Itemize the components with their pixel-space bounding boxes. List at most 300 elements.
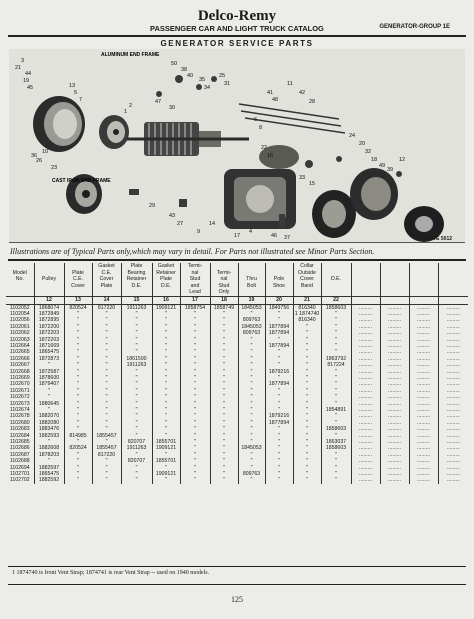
callout-number: 27 — [177, 221, 184, 227]
dotted-blank-cell: ......... — [351, 439, 380, 445]
part-number-cell: 1882080 — [34, 420, 64, 426]
part-number-cell: " — [293, 343, 321, 349]
callout-number: 48 — [272, 97, 279, 103]
part-number-cell: " — [152, 381, 180, 387]
illustration-caption: Illustrations are of Typical Parts only,which may vary in detail. For Parts not illustrated see Minor Parts Section. — [10, 247, 375, 256]
footnote-rule — [8, 566, 466, 567]
part-number-cell: 1849756 — [265, 304, 293, 311]
part-number-cell: " — [265, 349, 293, 355]
dotted-blank-cell: ......... — [351, 426, 380, 432]
dotted-blank-cell: ......... — [351, 324, 380, 330]
part-number-cell: 1872203 — [34, 330, 64, 336]
column-header: Shoe — [265, 283, 293, 290]
part-number-cell: " — [210, 311, 238, 317]
part-number-cell: " — [180, 458, 210, 464]
column-header: D.E. — [321, 276, 351, 283]
dotted-blank-cell: ......... — [409, 407, 438, 413]
blank-column-number — [438, 296, 468, 304]
column-number: 22 — [321, 296, 351, 304]
model-number-cell: 1102668 — [9, 368, 30, 375]
callout-number: 47 — [155, 99, 162, 105]
part-number-cell: " — [210, 349, 238, 355]
cast-iron-end-frame-label: CAST IRON END FRAME — [52, 178, 111, 184]
part-number-cell: " — [180, 426, 210, 432]
part-number-cell: " — [180, 439, 210, 445]
part-number-cell: 1858754 — [180, 304, 210, 311]
dotted-blank-cell: ......... — [351, 413, 380, 419]
part-number-cell: 1909121 — [152, 445, 180, 451]
part-number-cell: " — [34, 407, 64, 413]
column-header: C.E. — [64, 276, 92, 283]
dotted-blank-cell: ......... — [438, 420, 468, 426]
dotted-blank-cell: ......... — [438, 369, 468, 375]
part-number-cell: " — [121, 369, 152, 375]
callout-number: 10 — [42, 149, 49, 155]
part-number-cell: " — [321, 317, 351, 323]
part-number-cell: " — [152, 433, 180, 439]
part-number-cell: " — [152, 388, 180, 394]
model-number-cell: 1102666 — [9, 355, 30, 362]
part-number-cell: " — [64, 362, 92, 368]
model-number-cell: 1102673 — [9, 400, 30, 407]
part-number-cell: 1858603 — [321, 426, 351, 432]
part-number-cell: 1871669 — [34, 343, 64, 349]
dotted-blank-cell: ......... — [380, 452, 409, 458]
model-number-cell: 1102667 — [9, 362, 30, 369]
callout-number: 21 — [15, 65, 22, 71]
part-number-cell: " — [293, 477, 321, 483]
dotted-blank-cell: ......... — [438, 426, 468, 432]
part-number-cell: " — [210, 394, 238, 400]
dotted-blank-cell: ......... — [409, 458, 438, 464]
dotted-blank-cell: ......... — [351, 311, 380, 317]
group-label: GENERATOR-GROUP 1E — [379, 24, 450, 30]
part-number-cell: " — [121, 433, 152, 439]
part-number-cell: 817224 — [321, 362, 351, 368]
part-number-cell: " — [293, 337, 321, 343]
part-number-cell: " — [238, 311, 265, 317]
part-number-cell: " — [180, 420, 210, 426]
callout-number: 11 — [287, 81, 293, 87]
part-number-cell: " — [321, 337, 351, 343]
part-number-cell: " — [210, 375, 238, 381]
part-number-cell: " — [180, 343, 210, 349]
blank-column-number — [351, 296, 380, 304]
part-number-cell: " — [92, 394, 121, 400]
part-number-cell: " — [321, 452, 351, 458]
callout-number: 36 — [31, 153, 38, 159]
dotted-blank-cell: ......... — [438, 381, 468, 387]
part-number-cell: " — [293, 471, 321, 477]
part-number-cell: " — [180, 407, 210, 413]
part-number-cell: " — [210, 413, 238, 419]
part-number-cell: 1879407 — [34, 381, 64, 387]
callout-number: 5 — [74, 90, 78, 96]
part-number-cell: 1865475 — [34, 471, 64, 477]
part-number-cell: " — [152, 324, 180, 330]
part-number-cell: " — [152, 343, 180, 349]
page-number: 125 — [231, 595, 243, 604]
part-number-cell: " — [64, 401, 92, 407]
part-number-cell: " — [92, 465, 121, 471]
column-header: Cover — [92, 276, 121, 283]
dotted-blank-cell: ......... — [380, 349, 409, 355]
callout-number: 3 — [21, 58, 25, 64]
part-number-cell: " — [293, 401, 321, 407]
callout-number: 4 — [249, 229, 253, 235]
part-number-cell: " — [121, 388, 152, 394]
part-number-cell: " — [265, 311, 293, 317]
part-number-cell: " — [210, 317, 238, 323]
part-number-cell: " — [293, 369, 321, 375]
part-number-cell: " — [265, 477, 293, 483]
part-number-cell: " — [180, 375, 210, 381]
part-number-cell: 1863792 — [321, 356, 351, 362]
part-number-cell: " — [121, 375, 152, 381]
part-number-cell: " — [293, 381, 321, 387]
part-number-cell: 1872895 — [34, 317, 64, 323]
generator-exploded-diagram — [9, 49, 465, 242]
dotted-blank-cell: ......... — [409, 401, 438, 407]
part-number-cell: " — [92, 324, 121, 330]
part-number-cell: " — [121, 311, 152, 317]
part-number-cell: " — [210, 343, 238, 349]
part-number-cell: " — [238, 458, 265, 464]
part-number-cell: " — [321, 465, 351, 471]
part-number-cell: " — [121, 394, 152, 400]
part-number-cell: " — [64, 407, 92, 413]
part-number-cell: 1877894 — [265, 420, 293, 426]
column-header — [92, 289, 121, 296]
part-number-cell: " — [265, 452, 293, 458]
part-number-cell: 1845053 — [238, 445, 265, 451]
callout-number: 49 — [379, 163, 386, 169]
column-header: D.E. — [152, 283, 180, 290]
dotted-blank-cell: ......... — [438, 324, 468, 330]
part-number-cell: " — [238, 426, 265, 432]
part-number-cell: " — [64, 375, 92, 381]
dotted-blank-cell: ......... — [380, 394, 409, 400]
part-number-cell: " — [121, 426, 152, 432]
part-number-cell: " — [321, 413, 351, 419]
dotted-blank-cell: ......... — [409, 445, 438, 451]
part-number-cell: " — [321, 375, 351, 381]
part-number-cell: " — [238, 394, 265, 400]
model-number-cell: 1102702 — [9, 477, 30, 484]
part-number-cell: 1882593 — [34, 433, 64, 439]
part-number-cell: " — [64, 465, 92, 471]
part-number-cell: " — [92, 369, 121, 375]
plate-number: PLATE 5012 — [423, 236, 452, 242]
part-number-cell: " — [64, 311, 92, 317]
part-number-cell: 1855457 — [92, 445, 121, 451]
blank-column-header — [380, 289, 409, 296]
dotted-blank-cell: ......... — [351, 477, 380, 483]
dotted-blank-cell: ......... — [409, 471, 438, 477]
part-number-cell: " — [293, 324, 321, 330]
dotted-blank-cell: ......... — [380, 343, 409, 349]
part-number-cell: " — [121, 407, 152, 413]
part-number-cell: " — [210, 401, 238, 407]
part-number-cell: " — [265, 465, 293, 471]
callout-number: 1 — [124, 109, 128, 115]
part-number-cell: " — [210, 330, 238, 336]
part-number-cell: " — [92, 317, 121, 323]
dotted-blank-cell: ......... — [409, 369, 438, 375]
part-number-cell: " — [92, 420, 121, 426]
part-number-cell: " — [180, 349, 210, 355]
model-number-cell: 1102685 — [9, 439, 30, 446]
part-number-cell: 1877894 — [265, 381, 293, 387]
callout-number: 7 — [79, 97, 83, 103]
column-header: Bearing — [121, 270, 152, 277]
header-row — [6, 289, 468, 296]
column-header — [121, 289, 152, 296]
part-number-cell: " — [152, 401, 180, 407]
part-number-cell: " — [210, 458, 238, 464]
dotted-blank-cell: ......... — [351, 445, 380, 451]
part-number-cell: " — [321, 311, 351, 317]
part-number-cell: " — [238, 413, 265, 419]
part-number-cell: 1855457 — [92, 433, 121, 439]
callout-number: 6 — [254, 117, 258, 123]
part-number-cell: 1 1874740 — [294, 310, 320, 317]
column-number — [6, 296, 34, 304]
part-number-cell: " — [180, 362, 210, 368]
part-number-cell: " — [92, 413, 121, 419]
dotted-blank-cell: ......... — [438, 458, 468, 464]
dotted-blank-cell: ......... — [351, 330, 380, 336]
callout-number: 44 — [25, 71, 32, 77]
column-header: Cover — [293, 276, 321, 283]
callout-number: 2 — [129, 103, 133, 109]
column-header: Termi- — [180, 263, 210, 270]
part-number-cell: 809763 — [238, 317, 265, 323]
model-number-cell: 1102672 — [9, 394, 30, 401]
part-number-cell: " — [265, 439, 293, 445]
part-number-cell: " — [238, 477, 265, 483]
dotted-blank-cell: ......... — [409, 388, 438, 394]
parts-table — [6, 263, 468, 484]
part-number-cell: " — [210, 445, 238, 451]
part-number-cell: " — [321, 388, 351, 394]
part-number-cell: " — [180, 394, 210, 400]
model-number-cell: 1102669 — [9, 374, 30, 381]
part-number-cell: " — [64, 439, 92, 445]
dotted-blank-cell: ......... — [409, 477, 438, 483]
part-number-cell: 1858603 — [321, 304, 351, 311]
column-header: Plate — [64, 270, 92, 277]
part-number-cell: 1855701 — [152, 458, 180, 464]
part-number-cell: " — [180, 433, 210, 439]
part-number-cell: " — [210, 356, 238, 362]
part-number-cell: " — [210, 381, 238, 387]
part-number-cell: 1865475 — [34, 349, 64, 355]
part-number-cell: " — [293, 407, 321, 413]
dotted-blank-cell: ......... — [438, 349, 468, 355]
dotted-blank-cell: ......... — [380, 362, 409, 368]
dotted-blank-cell: ......... — [409, 394, 438, 400]
part-number-cell: 1872849 — [34, 311, 64, 317]
part-number-cell: " — [34, 439, 64, 445]
column-header: No. — [15, 276, 24, 282]
part-number-cell: 1872587 — [34, 369, 64, 375]
part-number-cell: " — [152, 465, 180, 471]
dotted-blank-cell: ......... — [409, 413, 438, 419]
column-number: 21 — [293, 296, 321, 304]
part-number-cell: 814985 — [64, 433, 92, 439]
part-number-cell: " — [180, 413, 210, 419]
dotted-blank-cell: ......... — [409, 381, 438, 387]
dotted-blank-cell: ......... — [380, 317, 409, 323]
column-number: 13 — [64, 296, 92, 304]
model-number-cell: 1102061 — [9, 323, 30, 330]
callout-number: 39 — [387, 167, 394, 173]
dotted-blank-cell: ......... — [351, 388, 380, 394]
page-bottom-rule — [8, 584, 466, 585]
callout-number: 43 — [169, 213, 176, 219]
part-number-cell: " — [180, 337, 210, 343]
dotted-blank-cell: ......... — [351, 420, 380, 426]
part-number-cell: " — [64, 394, 92, 400]
part-number-cell: " — [64, 420, 92, 426]
part-number-cell: 1855701 — [152, 439, 180, 445]
callout-number: 45 — [27, 85, 34, 91]
part-number-cell: " — [180, 471, 210, 477]
model-number-cell: 1102665 — [9, 349, 30, 356]
dotted-blank-cell: ......... — [438, 311, 468, 317]
dotted-blank-cell: ......... — [380, 413, 409, 419]
column-header: Cover — [64, 283, 92, 290]
dotted-blank-cell: ......... — [409, 317, 438, 323]
exploded-view-illustration — [9, 49, 465, 243]
part-number-cell: " — [265, 471, 293, 477]
part-number-cell: " — [321, 369, 351, 375]
part-number-cell: " — [180, 445, 210, 451]
column-header — [64, 289, 92, 296]
dotted-blank-cell: ......... — [351, 317, 380, 323]
model-number-cell: 1102670 — [9, 381, 30, 388]
part-number-cell: " — [238, 439, 265, 445]
part-number-cell: " — [265, 426, 293, 432]
model-number-cell: 1102686 — [9, 445, 30, 452]
callout-number: 22 — [261, 145, 268, 151]
part-number-cell: " — [321, 471, 351, 477]
part-number-cell: " — [293, 375, 321, 381]
part-number-cell: " — [34, 458, 64, 464]
column-number: 16 — [152, 296, 180, 304]
column-header: Pole — [265, 276, 293, 283]
column-header — [34, 289, 64, 296]
part-number-cell: " — [92, 426, 121, 432]
part-number-cell: " — [152, 330, 180, 336]
part-number-cell: " — [92, 343, 121, 349]
dotted-blank-cell: ......... — [351, 362, 380, 368]
callout-number: 23 — [51, 165, 58, 171]
callout-number: 33 — [299, 175, 306, 181]
part-number-cell: " — [152, 407, 180, 413]
dotted-blank-cell: ......... — [351, 369, 380, 375]
part-number-cell: 1911263 — [121, 362, 152, 368]
part-number-cell: " — [152, 311, 180, 317]
dotted-blank-cell: ......... — [380, 477, 409, 483]
part-number-cell: 820524 — [64, 304, 92, 311]
part-number-cell: 817220 — [92, 304, 121, 311]
dotted-blank-cell: ......... — [351, 407, 380, 413]
callout-number: 32 — [365, 149, 372, 155]
part-number-cell: " — [152, 420, 180, 426]
part-number-cell: " — [64, 388, 92, 394]
aluminum-end-frame-label: ALUMINUM END FRAME — [101, 52, 160, 58]
part-number-cell: " — [210, 433, 238, 439]
model-number-cell: 1102674 — [9, 407, 30, 413]
part-number-cell: 1872873 — [34, 356, 64, 362]
part-number-cell: " — [64, 458, 92, 464]
callout-number: 42 — [299, 90, 306, 96]
dotted-blank-cell: ......... — [380, 439, 409, 445]
dotted-blank-cell: ......... — [409, 349, 438, 355]
column-header: Outside — [293, 270, 321, 277]
dotted-blank-cell: ......... — [438, 375, 468, 381]
column-header: Termi- — [210, 270, 238, 277]
part-number-cell: " — [265, 388, 293, 394]
dotted-blank-cell: ......... — [351, 375, 380, 381]
part-number-cell: " — [121, 381, 152, 387]
column-header: Band — [293, 283, 321, 290]
dotted-blank-cell: ......... — [438, 439, 468, 445]
dotted-blank-cell: ......... — [438, 465, 468, 471]
model-number-cell: 1102063 — [9, 336, 30, 343]
part-number-cell: " — [293, 394, 321, 400]
column-header: Model — [12, 269, 27, 276]
column-header — [152, 289, 180, 296]
part-number-cell: " — [64, 426, 92, 432]
part-number-cell: " — [238, 362, 265, 368]
part-number-cell: " — [121, 324, 152, 330]
callout-number: 50 — [171, 61, 178, 67]
part-number-cell: 1911263 — [121, 445, 152, 451]
part-number-cell: " — [293, 349, 321, 355]
part-number-cell: " — [265, 407, 293, 413]
part-number-cell: " — [121, 452, 152, 458]
part-number-cell: 1880645 — [34, 401, 64, 407]
dotted-blank-cell: ......... — [438, 401, 468, 407]
part-number-cell: 1877894 — [265, 343, 293, 349]
column-number: 12 — [34, 296, 64, 304]
column-header: Lead — [180, 289, 210, 296]
dotted-blank-cell: ......... — [409, 433, 438, 439]
part-number-cell: 820707 — [121, 458, 152, 464]
dotted-blank-cell: ......... — [409, 330, 438, 336]
column-number: 15 — [121, 296, 152, 304]
dotted-blank-cell: ......... — [409, 465, 438, 471]
part-number-cell: 1845053 — [238, 304, 265, 311]
dotted-blank-cell: ......... — [409, 343, 438, 349]
part-number-cell: " — [121, 337, 152, 343]
part-number-cell: " — [210, 388, 238, 394]
callout-number: 8 — [259, 125, 263, 131]
part-number-cell: " — [152, 413, 180, 419]
part-number-cell: " — [64, 356, 92, 362]
blank-column-number — [380, 296, 409, 304]
part-number-cell: " — [121, 420, 152, 426]
part-number-cell: " — [92, 401, 121, 407]
part-number-cell: 1882592 — [34, 477, 64, 483]
part-number-cell: " — [34, 394, 64, 400]
dotted-blank-cell: ......... — [351, 433, 380, 439]
column-header: Plate — [92, 283, 121, 290]
part-number-cell: " — [210, 452, 238, 458]
